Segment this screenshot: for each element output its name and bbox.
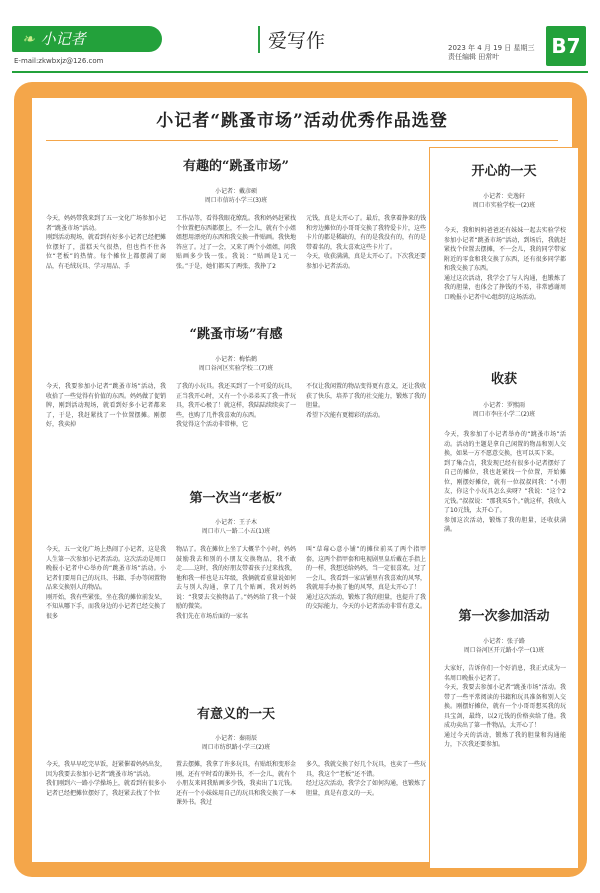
masthead (12, 26, 162, 52)
sidebar-1-title: 开心的一天 (471, 164, 537, 179)
section-title: 爱写作 (258, 26, 325, 53)
article-1-title: 有趣的“跳蚤市场” (183, 159, 289, 174)
article-2-col-3: 不仅让我闲置的物品变得更有意义，还让我收获了快乐，培养了我的社交能力，锻炼了我的胆量。 希望下次能有更精彩的活动。 (306, 383, 426, 419)
masthead-title: 小记者 (40, 30, 86, 48)
sidebar-3-body: 大家好，告诉你们一个好消息，我正式成为一名周口晚报小记者了。 今天，我要去参加小记者“跳蚤市场”活动。我带了一些平常阅读的书籍和玩具准备和别人交换。刚摆好摊位，就有一个小哥哥想买我的玩具宝剑，最终，以2元钱的价格卖给了他。我成功卖出了第一件物品，太开心了！ 通过今天的活动，锻炼了我的胆量和沟通能力，下次我还要参加。 (444, 665, 566, 748)
main-title: 小记者“跳蚤市场”活动优秀作品选登 (156, 111, 448, 131)
article-4-col-2: 置去摆摊，我拿了许多玩具，有贴纸和变形金刚，还有平时看的课外书，不一会儿，就有个小朋友来问我贴画多少钱，我卖出了1元钱。还有一个小妹妹用自己的玩具和我交换了一本课外书。我过 (176, 761, 297, 806)
article-3-body (46, 545, 426, 665)
sidebar-2-body: 今天，我参加了小记者举办的“跳蚤市场”活动。活动的主题是拿自己闲置的物品和别人交换，如果一方不愿意交换，也可以买下来。 到了集合点，我发现已经有很多小记者摆好了自己的摊位，我也赶紧找一个位置，开始摊位，刚摆好摊位，就有一位叔叔问我：“小朋友，你这个小玩具怎么卖呀？”我说：“这个2元钱。”叔叔说：“那我买5个。”就这样，我收入了10元钱，太开心了。 参加这次活动，锻炼了我的胆量，还收获满满。 (444, 431, 566, 533)
sidebar-1-author: 小记者：史逸轩 (482, 193, 525, 200)
issue-info (448, 44, 535, 62)
article-3-author: 小记者：王子木 (214, 519, 257, 526)
article-4-byline (46, 734, 426, 752)
sidebar-3-school: 周口谷河区开元路小学一(1)班 (463, 647, 545, 654)
article-2-body (46, 382, 426, 457)
article-4-author: 小记者：秦雨辰 (214, 735, 257, 742)
article-1-col-2: 工作品等，看得我眼花缭乱。我和妈妈赶紧找个位置把东西都摆上，不一会儿，就有个小姐姐想用漂亮的东西和我交换一件贴画。我快地答应了。过了一会，又来了两个小姐姐，问我贴画多少钱一张。我说：“贴画是1元一张。”于是，她们都买了两张，我挣了2 (176, 215, 297, 270)
issue-editor: 责任编辑 田常叶 (448, 53, 500, 61)
sidebar-1-byline (432, 192, 576, 210)
sidebar-3-title: 第一次参加活动 (458, 609, 550, 624)
article-1-author: 小记者：戴彦硕 (214, 188, 257, 195)
leaf-icon: ❧ (22, 30, 35, 48)
article-4-col-3: 多久，我就交换了好几个玩具，也卖了一些玩具，我这个“老板”还不错。 经过这次活动，我学会了如何沟通，也锻炼了胆量，真是有意义的一天。 (306, 761, 426, 797)
sidebar-3-author: 小记者：张子路 (482, 638, 525, 645)
article-4-body (46, 760, 426, 855)
article-3-col-3: 叫“草莓心意小铺”的摊位前买了两个指甲套，这两个指甲套和电视剧里皇后戴在手指上的一样，我想送给妈妈，当一定很喜欢。过了一会儿，我看到一家店铺里有我喜欢的风琴，我就用手办换了他的风琴，真是太开心了！ 通过这次活动，锻炼了我的胆量，也提升了我的交际能力，今天的小记者活动非常有意义。 (306, 546, 426, 610)
sidebar-2-school: 周口市李庄小学二(2)班 (472, 411, 536, 418)
sidebar-2-title: 收获 (490, 372, 517, 387)
sidebar-1-school: 周口市实验学校一(2)班 (472, 202, 536, 209)
article-1-byline (46, 187, 426, 205)
title-divider (46, 140, 558, 141)
article-3-byline (46, 518, 426, 536)
article-1-col-3: 元钱，真是太开心了。最后，我拿着挣来的钱和旁边摊位的小哥哥交换了我特爱卡片，这些卡片的都是稀缺的，有的是我没有的，有的是带着名的，我太喜欢这些卡片了。 今天，收获满满，真是太开心了。下次我还要参加小记者活动。 (306, 215, 426, 270)
article-3-col-2: 物品了。我在摊位上坐了大概半个小时，妈妈鼓励我去和别的小朋友交换物品，我不敢走……这时，我的好朋友带着孩子过来找我，他和我一样也是五年级，我俩就看重量说如何去与别人沟通，拿了几个贴画，我对妈妈说：“我要去交换物品了。”妈妈给了我一个鼓励的微笑。 我们先在市场后面的一家名 (176, 546, 297, 620)
article-2-col-2: 了我的小玩具。我还买到了一个可爱的玩具，正当我开心时，又有一个小弟弟买了我一件玩具，我开心极了！就这样，我陆陆续续卖了一些，也购了几件我喜欢的东西。 我觉得这个活动非常棒，它 (176, 383, 297, 428)
article-2-byline (46, 355, 426, 373)
sidebar-1-body: 今天，我和妈妈爸爸还有妹妹一起去实验学校参加小记者“跳蚤市场”活动，到场后，我就赶紧找个位置去摆摊，不一会儿，我的同学带家附近的零食和我交换了东西，还有很多同学都和我交换了东西。 通过这次活动，我学会了与人沟通，也锻炼了我的胆量，也体会了挣钱的不易，非常感谢周口晚报小记者中心组织的这场活动。 (444, 227, 566, 301)
article-4-school: 周口市纺织路小学三(2)班 (201, 744, 271, 751)
article-4-col-1: 今天，我早早吃完早饭，赶紧催着妈妈出发，因为我要去参加小记者“跳蚤市场”活动。 我们刚到六一路小学操场上，就看到有很多小记者已经把摊位摆好了，我赶紧去找了个位 (46, 761, 167, 797)
article-2-title: “跳蚤市场”有感 (189, 327, 283, 342)
article-2-author: 小记者：梅怡鹤 (214, 356, 257, 363)
sidebar-3-byline (432, 637, 576, 655)
header-divider (12, 71, 588, 73)
sidebar-2-byline (432, 401, 576, 419)
sidebar-2-author: 小记者：罗熙雨 (482, 402, 525, 409)
article-1-school: 周口市信坊小学三(3)班 (204, 197, 268, 204)
article-3-col-1: 今天，五一文化广场上热闹了小记者，这是我人生第一次参加小记者活动。这次活动是周口晚报小记者中心举办的“跳蚤市场”活动。小记者们要用自己的玩具、书籍、手办等闲置物品来交换别人的物品。 刚开始，我有些紧张，坐在我的摊位前发呆，不知从哪下手，而我身边的小记者已经交换了很多 (46, 546, 167, 620)
article-2-school: 周口谷河区实验学校二(7)班 (198, 365, 274, 372)
article-2-col-1: 今天，我要参加小记者“跳蚤市场”活动，我收拾了一些觉得有价值的东西。妈妈做了促销牌，刚到活动现场，就看到好多小记者都来了，于是，我赶紧找了一个位置摆摊。刚摆好，我卖掉 (46, 383, 167, 428)
email-address: E-mail:zkwbxjz@126.com (14, 57, 104, 65)
page-number-badge: B7 (546, 26, 586, 66)
article-3-title: 第一次当“老板” (189, 491, 283, 506)
issue-date: 2023 年 4 月 19 日 星期三 (448, 44, 535, 52)
article-1-col-1: 今天，妈妈带我来到了五一文化广场参加小记者“跳蚤市场”活动。 刚到活动现场，就看到有好多小记者已经把摊位摆好了，蛋糕天气很热，但也挡不住各位“老板”的热情。每个摊位上都摆满了商品，有毛绒玩具、学习用品、手 (46, 215, 167, 270)
article-4-title: 有意义的一天 (196, 707, 275, 722)
article-1-body (46, 214, 426, 306)
article-3-school: 周口市八一路二小五(1)班 (201, 528, 271, 535)
